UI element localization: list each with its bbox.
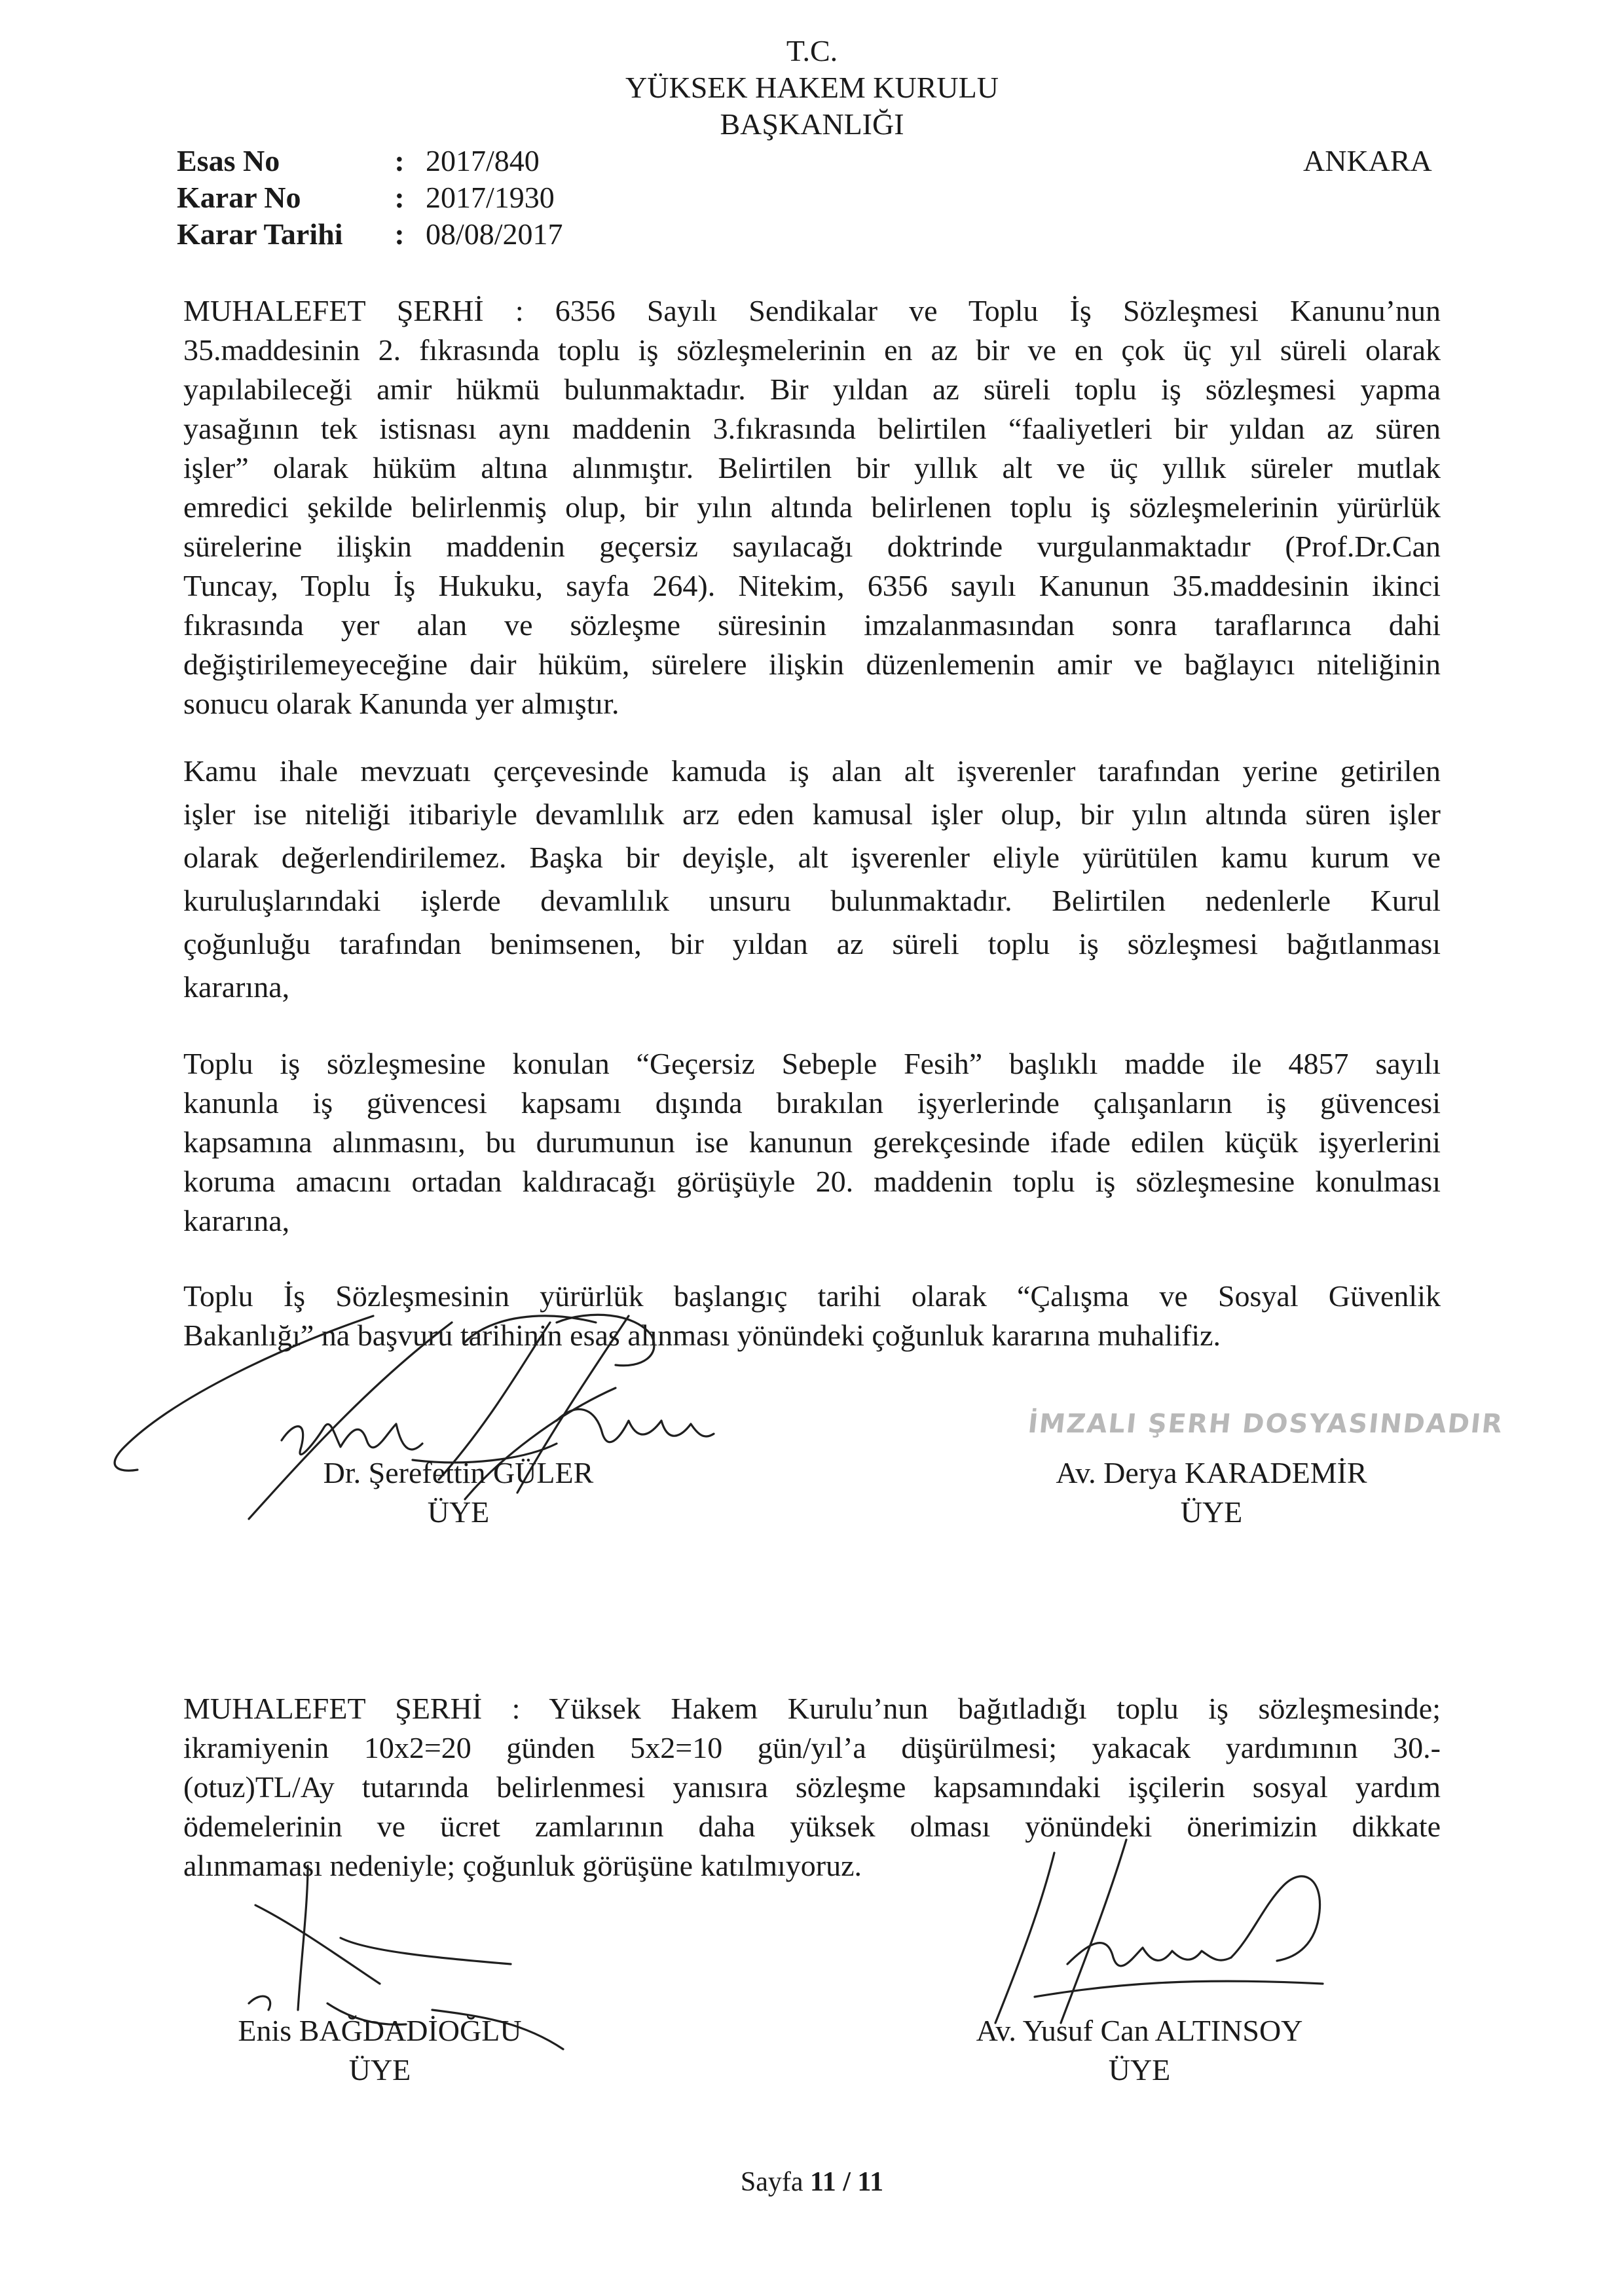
signer-altinsoy-name: Av. Yusuf Can ALTINSOY (976, 2014, 1303, 2047)
text-line: alınmaması nedeniyle; çoğunluk görüşüne katılmıyoruz. (183, 1849, 862, 1882)
signature-altinsoy-scribble (956, 1827, 1362, 2043)
dissent-paragraph-2 (183, 750, 1441, 1009)
text-line: sürelerine ilişkin maddenin geçersiz sayılacağı doktrinde vurgulanmaktadır (Prof.Dr.Can (183, 530, 1441, 563)
text-line: Tuncay, Toplu İş Hukuku, sayfa 264). Nitekim, 6356 sayılı Kanunun 35.maddesinin ikinci (183, 569, 1441, 602)
page-number: 11 / 11 (810, 2167, 884, 2197)
case-number-value: 2017/840 (426, 144, 540, 177)
text-line: kararına, (183, 970, 290, 1004)
text-line: emredici şekilde belirlenmiş olup, bir yılın altında belirlenen toplu iş sözleşmelerinin yürürlük (183, 490, 1441, 524)
text-line: MUHALEFET ŞERHİ : Yüksek Hakem Kurulu’nun bağıtladığı toplu iş sözleşmesinde; (183, 1692, 1441, 1725)
case-number-row (177, 141, 540, 181)
signer-karademir-name: Av. Derya KARADEMİR (1056, 1456, 1367, 1489)
text-line: ikramiyenin 10x2=20 günden 5x2=10 gün/yıl’a düşürülmesi; yakacak yardımının 30.- (183, 1731, 1441, 1764)
header-presidency: BAŞKANLIĞI (720, 107, 904, 141)
signer-altinsoy-role: ÜYE (1108, 2053, 1171, 2086)
text-line: Toplu iş sözleşmesine konulan “Geçersiz Sebeple Fesih” başlıklı madde ile 4857 sayılı (183, 1047, 1441, 1080)
text-line: yapılabileceği amir hükmü bulunmaktadır. Bir yıldan az süreli toplu iş sözleşmesi yapma (183, 373, 1441, 406)
dissent-paragraph-1 (183, 291, 1441, 723)
text-line: 35.maddesinin 2. fıkrasında toplu iş sözleşmelerinin en az bir ve en çok üç yıl süreli olarak (183, 333, 1441, 367)
decision-date-row (177, 215, 563, 254)
case-number-label: Esas No (177, 144, 280, 177)
text-line: yasağının tek istisnası aynı maddenin 3.fıkrasında belirtilen “faaliyetleri bir yıldan az süren (183, 412, 1441, 445)
text-line: kuruluşlarındaki işlerde devamlılık unsuru bulunmaktadır. Belirtilen nedenlerle Kurul (183, 884, 1441, 917)
text-line: koruma amacını ortadan kaldıracağı görüşüyle 20. maddenin toplu iş sözleşmesine konulması (183, 1165, 1441, 1198)
text-line: sonucu olarak Kanunda yer almıştır. (183, 687, 619, 720)
signer-guler-role: ÜYE (427, 1495, 490, 1529)
decision-number-value: 2017/1930 (426, 181, 555, 214)
signed-dissent-stamp: İMZALI ŞERH DOSYASINDADIR (1026, 1409, 1505, 1439)
signer-guler-name: Dr. Şerefettin GÜLER (323, 1456, 594, 1489)
decision-date-sep: : (394, 217, 405, 251)
signer-bagdadioglu-role: ÜYE (348, 2053, 411, 2086)
text-line: değiştirilemeyeceğine dair hüküm, sürelere ilişkin düzenlemenin amir ve bağlayıcı niteliğinin (183, 647, 1441, 681)
decision-number-sep: : (394, 181, 405, 214)
header-institution: YÜKSEK HAKEM KURULU (625, 71, 999, 104)
text-line: olarak değerlendirilemez. Başka bir deyişle, alt işverenler eliyle yürütülen kamu kurum ve (183, 841, 1441, 874)
text-line: MUHALEFET ŞERHİ : 6356 Sayılı Sendikalar ve Toplu İş Sözleşmesi Kanunu’nun (183, 294, 1441, 327)
header-tc: T.C. (786, 34, 838, 67)
signer-karademir-role: ÜYE (1180, 1495, 1243, 1529)
page-footer (0, 2164, 1624, 2200)
page-label: Sayfa (740, 2167, 811, 2197)
text-line: çoğunluğu tarafından benimsenen, bir yıldan az süreli toplu iş sözleşmesi bağıtlanması (183, 927, 1441, 960)
decision-number-row (177, 178, 555, 217)
case-number-sep: : (394, 144, 405, 177)
text-line: kararına, (183, 1204, 290, 1237)
text-line: işler ise niteliği itibariyle devamlılık arz eden kamusal işler olup, bir yılın altında süren işler (183, 797, 1441, 831)
dissent-paragraph-3 (183, 1044, 1441, 1241)
signer-bagdadioglu-name: Enis BAĞDADİOĞLU (238, 2014, 522, 2047)
decision-date-label: Karar Tarihi (177, 217, 343, 251)
text-line: işler” olarak hüküm altına alınmıştır. Belirtilen bir yıllık alt ve üç yıllık süreler mutlak (183, 451, 1441, 484)
text-line: ödemelerinin ve ücret zamlarının daha yüksek olması yönündeki önerimizin dikkate (183, 1810, 1441, 1843)
text-line: fıkrasında yer alan ve sözleşme süresinin imzalanmasından sonra taraflarınca dahi (183, 608, 1441, 642)
text-line: Kamu ihale mevzuatı çerçevesinde kamuda iş alan alt işverenler tarafından yerine getirilen (183, 754, 1441, 788)
decision-date-value: 08/08/2017 (426, 217, 563, 251)
header-city: ANKARA (1303, 144, 1432, 177)
text-line: kanunla iş güvencesi kapsamı dışında bırakılan işyerlerinde çalışanların iş güvencesi (183, 1086, 1441, 1120)
text-line: Bakanlığı” na başvuru tarihinin esas alınması yönündeki çoğunluk kararına muhalifiz. (183, 1319, 1221, 1352)
decision-number-label: Karar No (177, 181, 301, 214)
text-line: (otuz)TL/Ay tutarında belirlenmesi yanısıra sözleşme kapsamındaki işçilerin sosyal yardım (183, 1770, 1441, 1804)
text-line: Toplu İş Sözleşmesinin yürürlük başlangıç tarihi olarak “Çalışma ve Sosyal Güvenlik (183, 1279, 1441, 1313)
text-line: kapsamına alınmasını, bu durumunun ise kanunun gerekçesinde ifade edilen küçük işyerlerini (183, 1125, 1441, 1159)
